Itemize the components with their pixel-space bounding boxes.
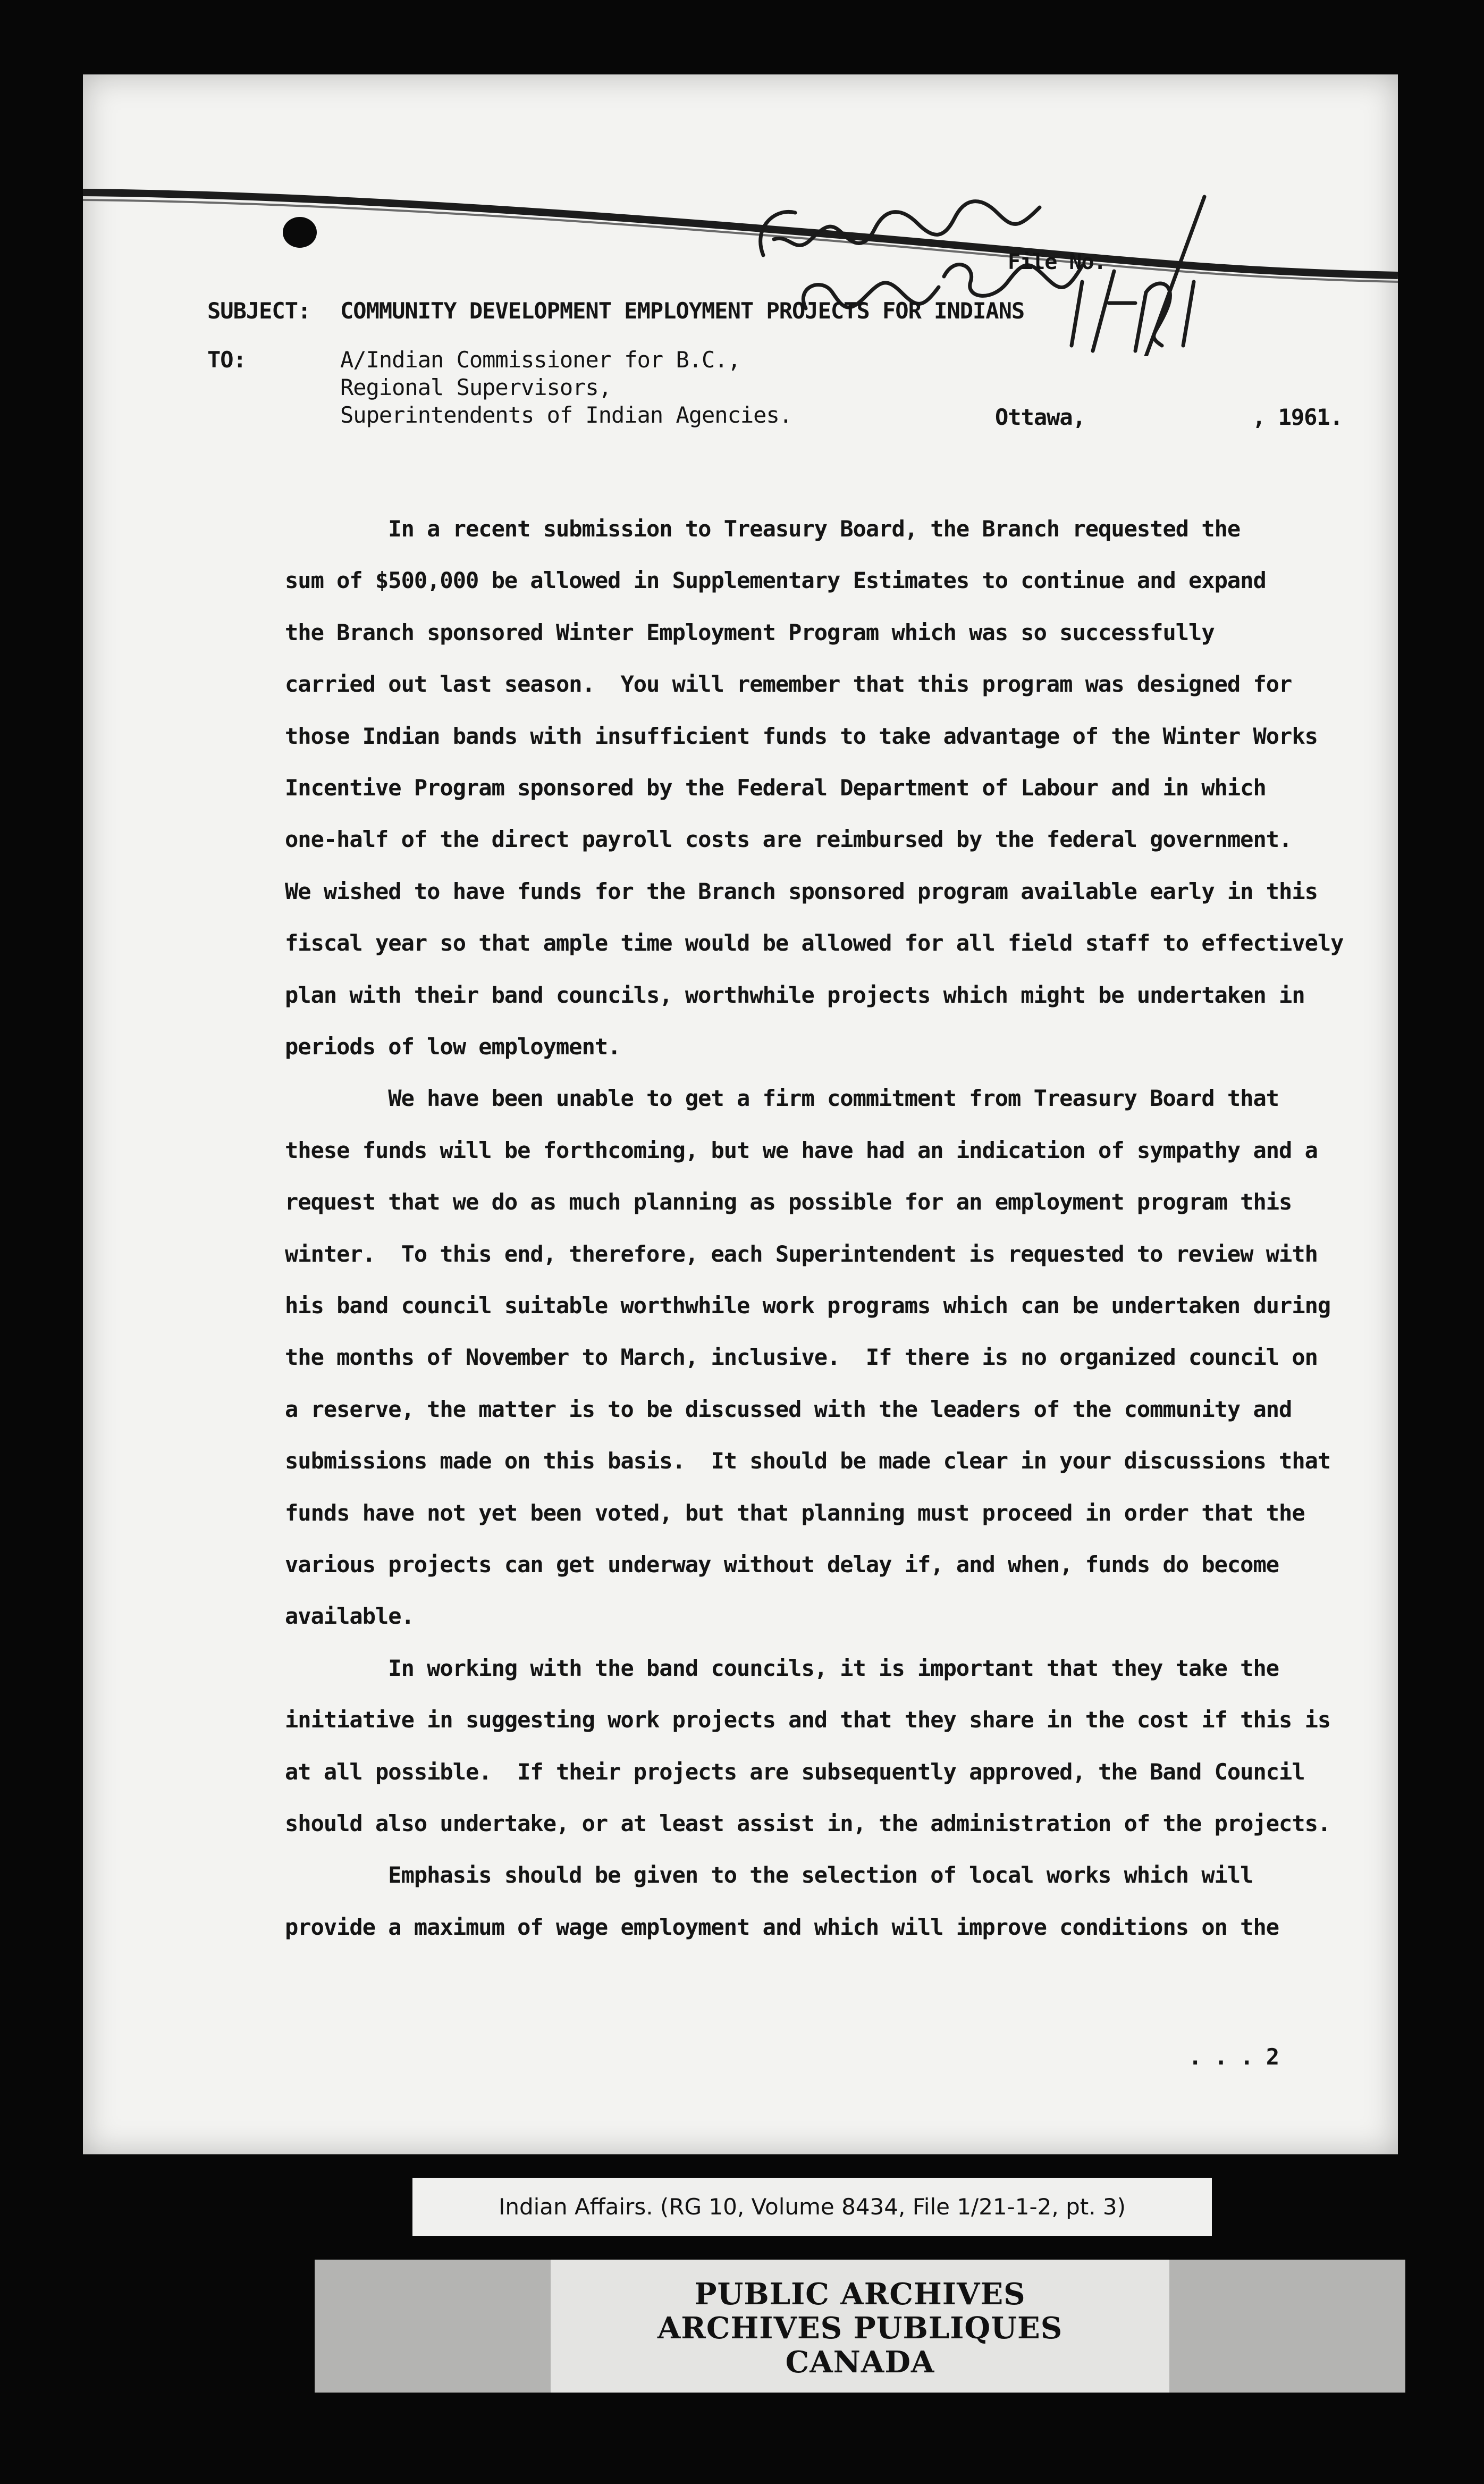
recipient: Regional Supervisors,: [340, 374, 612, 400]
source-citation: Indian Affairs. (RG 10, Volume 8434, File 1/21-1-2, pt. 3): [498, 2194, 1126, 2220]
body-text-line: sum of $500,000 be allowed in Supplementary Estimates to continue and expand: [285, 567, 1266, 594]
body-text-line: provide a maximum of wage employment and which will improve conditions on the: [285, 1914, 1279, 1940]
subject-line: COMMUNITY DEVELOPMENT EMPLOYMENT PROJECTS FOR INDIANS: [340, 298, 1025, 324]
file-number-label: File No.: [1008, 250, 1106, 274]
body-text-line: We have been unable to get a firm commitment from Treasury Board that: [285, 1085, 1279, 1112]
date-year: , 1961.: [1252, 404, 1343, 430]
body-text-line: the months of November to March, inclusive. If there is no organized council on: [285, 1344, 1318, 1371]
handwritten-annotation: [742, 175, 1252, 356]
body-text-line: his band council suitable worthwhile work programs which can be undertaken during: [285, 1293, 1331, 1319]
body-text-line: the Branch sponsored Winter Employment Program which was so successfully: [285, 619, 1215, 645]
stamp-side-left: [315, 2260, 551, 2393]
body-text-line: should also undertake, or at least assist in, the administration of the projects.: [285, 1810, 1331, 1836]
body-text-line: Incentive Program sponsored by the Federal Department of Labour and in which: [285, 775, 1266, 801]
body-text-line: request that we do as much planning as possible for an employment program this: [285, 1189, 1292, 1215]
body-text-line: at all possible. If their projects are subsequently approved, the Band Council: [285, 1758, 1305, 1785]
body-text-line: available.: [285, 1603, 414, 1630]
archive-stamp-line: CANADA: [785, 2345, 935, 2380]
archive-stamp-line: ARCHIVES PUBLIQUES: [657, 2311, 1063, 2346]
body-text-line: We wished to have funds for the Branch sponsored program available early in this: [285, 878, 1318, 904]
body-text-line: various projects can get underway without delay if, and when, funds do become: [285, 1551, 1279, 1577]
source-label: [412, 2178, 1212, 2236]
body-text-line: plan with their band councils, worthwhile projects which might be undertaken in: [285, 981, 1305, 1008]
body-text-line: funds have not yet been voted, but that planning must proceed in order that the: [285, 1499, 1305, 1526]
body-text-line: one-half of the direct payroll costs are reimbursed by the federal government.: [285, 826, 1292, 853]
subject-label: SUBJECT:: [207, 298, 311, 324]
body-text-line: In working with the band councils, it is important that they take the: [285, 1655, 1279, 1681]
place-line: Ottawa,: [995, 404, 1086, 430]
body-text-line: winter. To this end, therefore, each Superintendent is requested to review with: [285, 1240, 1318, 1267]
archive-stamp: [551, 2260, 1169, 2393]
recipient: Superintendents of Indian Agencies.: [340, 402, 792, 428]
body-text-line: submissions made on this basis. It should be made clear in your discussions that: [285, 1448, 1331, 1474]
body-text-line: Emphasis should be given to the selection of local works which will: [285, 1862, 1253, 1889]
to-label: TO:: [207, 347, 246, 373]
body-text-line: those Indian bands with insufficient funds to take advantage of the Winter Works: [285, 723, 1318, 749]
body-text-line: these funds will be forthcoming, but we have had an indication of sympathy and a: [285, 1137, 1318, 1163]
page-continuation: . . . 2: [1188, 2044, 1279, 2070]
body-text-line: a reserve, the matter is to be discussed with the leaders of the community and: [285, 1396, 1292, 1422]
archive-stamp-line: PUBLIC ARCHIVES: [694, 2277, 1026, 2312]
archive-stamp-band: [315, 2260, 1405, 2393]
body-text-line: In a recent submission to Treasury Board, the Branch requested the: [285, 516, 1241, 542]
body-text-line: carried out last season. You will remember that this program was designed for: [285, 671, 1292, 698]
stamp-side-right: [1169, 2260, 1405, 2393]
body-text-line: periods of low employment.: [285, 1034, 621, 1060]
body-text-line: initiative in suggesting work projects and that they share in the cost if this is: [285, 1707, 1331, 1733]
body-text-line: fiscal year so that ample time would be allowed for all field staff to effectively: [285, 930, 1344, 956]
recipient: A/Indian Commissioner for B.C.,: [340, 347, 740, 373]
document-page: [83, 74, 1398, 2154]
